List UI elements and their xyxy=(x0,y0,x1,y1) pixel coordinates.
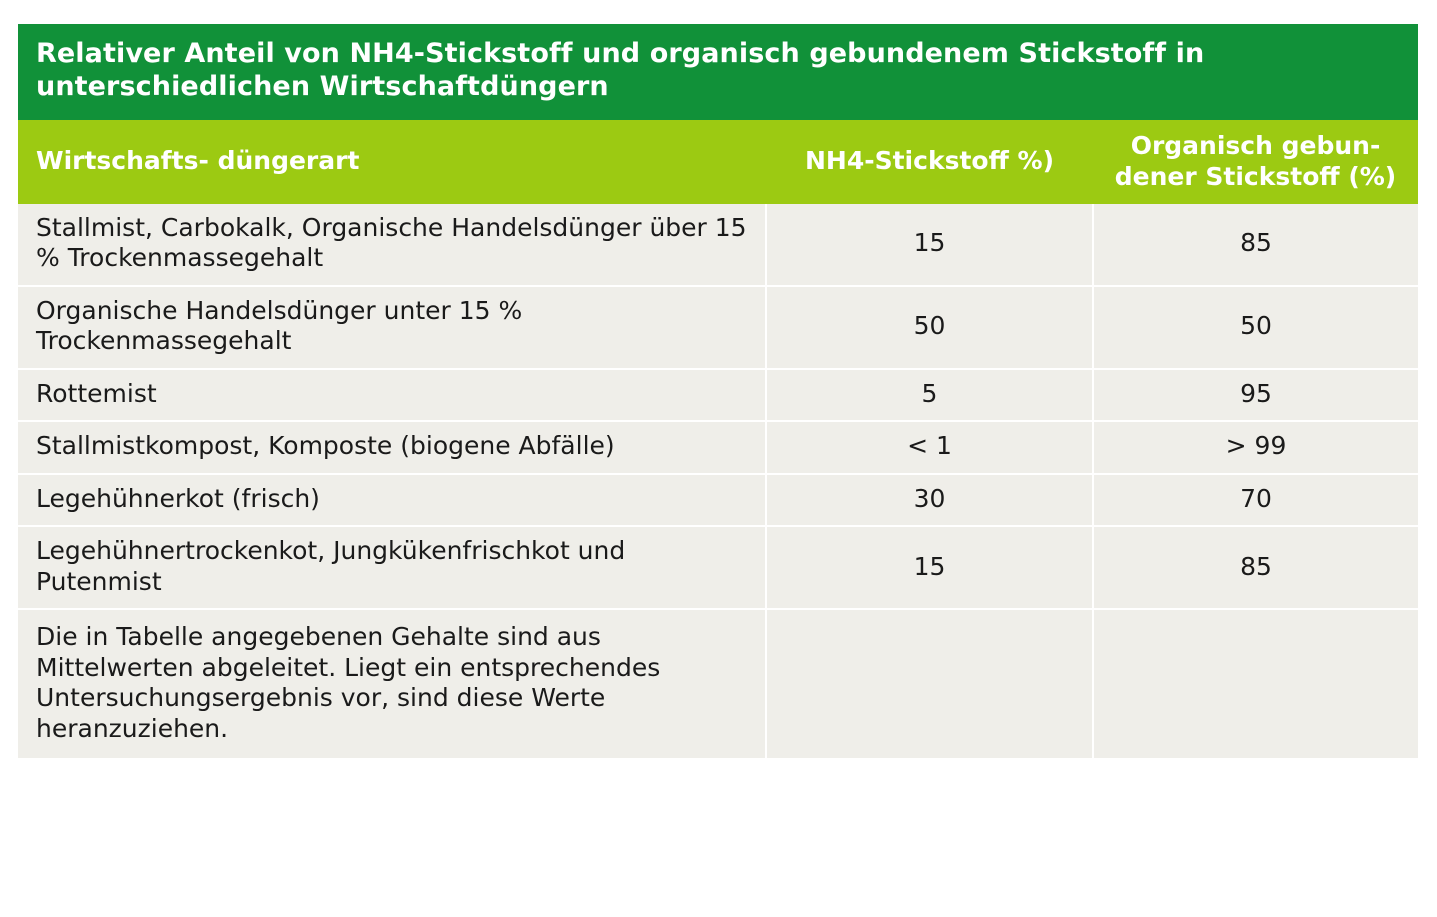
cell-organic-value: 70 xyxy=(1093,474,1418,527)
table-header xyxy=(18,24,1418,204)
cell-organic-value: 85 xyxy=(1093,526,1418,609)
table-row xyxy=(18,474,1418,527)
cell-fertilizer-type: Rottemist xyxy=(18,369,766,422)
table-column-header-row xyxy=(18,120,1418,204)
cell-nh4-value: < 1 xyxy=(766,421,1093,474)
cell-nh4-value: 30 xyxy=(766,474,1093,527)
cell-fertilizer-type: Organische Handelsdünger unter 15 % Trockenmassegehalt xyxy=(18,286,766,369)
column-header-nh4-nitrogen: NH4-Stickstoff %) xyxy=(766,120,1093,204)
cell-organic-value: 50 xyxy=(1093,286,1418,369)
cell-nh4-value: 15 xyxy=(766,204,1093,286)
table-row xyxy=(18,526,1418,609)
cell-organic-value: 85 xyxy=(1093,204,1418,286)
table-row xyxy=(18,204,1418,286)
table-body xyxy=(18,204,1418,759)
cell-nh4-value: 15 xyxy=(766,526,1093,609)
cell-nh4-value: 50 xyxy=(766,286,1093,369)
table-row xyxy=(18,421,1418,474)
cell-organic-value-empty xyxy=(1093,609,1418,758)
cell-nh4-value: 5 xyxy=(766,369,1093,422)
table-title-row xyxy=(18,24,1418,120)
cell-nh4-value-empty xyxy=(766,609,1093,758)
column-header-fertilizer-type: Wirtschafts- düngerart xyxy=(18,120,766,204)
table-footnote: Die in Tabelle angegebenen Gehalte sind aus Mittelwerten abgeleitet. Liegt ein entsprechendes Untersuchungsergebnis vor, sind diese Werte heranzuziehen. xyxy=(18,609,766,758)
fertilizer-nitrogen-table xyxy=(18,24,1418,758)
table-row xyxy=(18,286,1418,369)
cell-fertilizer-type: Legehühnerkot (frisch) xyxy=(18,474,766,527)
table-title: Relativer Anteil von NH4-Stickstoff und organisch gebundenem Stickstoff in unterschiedlichen Wirtschaftdüngern xyxy=(18,24,1418,120)
table-row xyxy=(18,369,1418,422)
cell-organic-value: > 99 xyxy=(1093,421,1418,474)
cell-fertilizer-type: Stallmist, Carbokalk, Organische Handelsdünger über 15 % Trockenmassegehalt xyxy=(18,204,766,286)
cell-fertilizer-type: Legehühnertrockenkot, Jungkükenfrischkot und Putenmist xyxy=(18,526,766,609)
column-header-organic-nitrogen: Organisch gebun- dener Stickstoff (%) xyxy=(1093,120,1418,204)
cell-fertilizer-type: Stallmistkompost, Komposte (biogene Abfälle) xyxy=(18,421,766,474)
cell-organic-value: 95 xyxy=(1093,369,1418,422)
table-note-row xyxy=(18,609,1418,758)
